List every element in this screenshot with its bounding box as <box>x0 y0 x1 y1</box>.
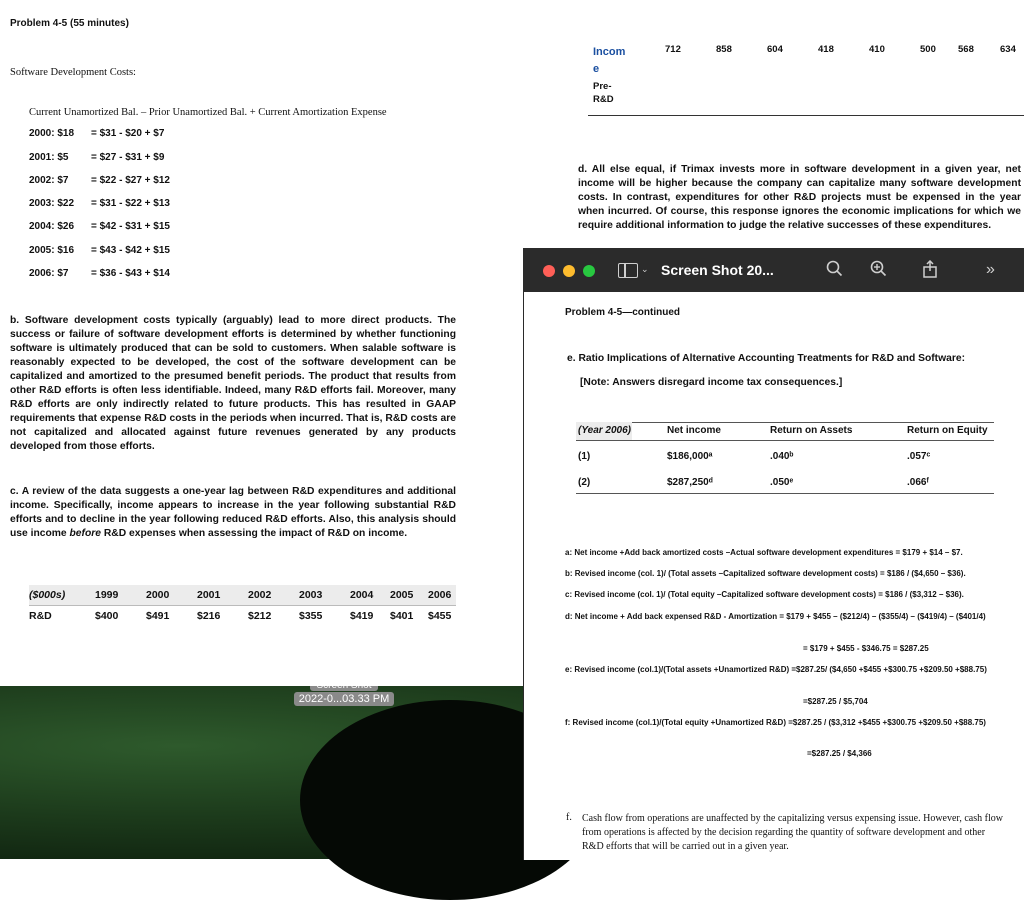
footnote-d-result: = $179 + $455 - $346.75 = $287.25 <box>803 644 929 653</box>
ratio-cell: .066ᶠ <box>907 477 929 488</box>
table-rule <box>576 440 994 441</box>
income-value: 604 <box>767 44 783 55</box>
footnote-f: f: Revised income (col.1)/(Total equity +Unamortized R&D) =$287.25 / ($3,312 +$455 +$300.75 +$209.50 +$88.75) <box>565 718 986 727</box>
paragraph-c: c. A review of the data suggests a one-year lag between R&D expenditures and additional income. Specifically, income appears to increase in the year following substantial R&D efforts and to decline in the year following reduced R&D efforts. Also, this analysis should use income before R&D expenses when assessing the impact of R&D on income. <box>10 486 456 539</box>
desktop-file-label-line2: 2022-0...03.33 PM <box>294 692 395 706</box>
ratio-header: Return on Equity <box>907 425 988 436</box>
paragraph-b: b. Software development costs typically (arguably) lead to more direct products. The success or failure of software development efforts is determined by whether functioning software is ultimately produced that can be sold to customers. When salable software is reasonably expected to be developed, the cost of the software development can be capitalized and amortized to the presumed benefit periods. The product that results from other R&D efforts is often less identifiable. Indeed, many R&D efforts fail. Moreover, many R&D efforts are only indirectly related to future products. This has resulted in GAAP requirements that expense R&D costs in the periods when incurred. That is, R&D costs are not capitalized and allocated against future revenues generated by any products developed from those efforts. <box>10 315 456 452</box>
income-value: 568 <box>958 44 974 55</box>
footnote-a: a: Net income +Add back amortized costs –Actual software development expenditures = $179 + $14 – $7. <box>565 548 963 557</box>
footnote-b: b: Revised income (col. 1)/ (Total assets –Capitalized software development costs) = $186 / ($4,650 – $36). <box>565 569 966 578</box>
ratio-header: Net income <box>667 425 721 436</box>
divider <box>588 115 1024 116</box>
paragraph-f: Cash flow from operations are unaffected by the capitalizing versus expensing issue. However, cash flow from operations is affected by the decision regarding the quantity of software development and other R&D efforts that will be carried out in a given year. <box>582 813 1003 852</box>
income-value: 634 <box>1000 44 1016 55</box>
equation-row: 2004: $26 = $42 - $31 + $15 <box>29 221 170 232</box>
window-title: Screen Shot 20... <box>661 262 774 278</box>
equation-row: 2006: $7 = $36 - $43 + $14 <box>29 268 170 279</box>
table-rule <box>576 493 994 494</box>
ratio-cell: .040ᵇ <box>770 451 794 462</box>
note-text: [Note: Answers disregard income tax consequences.] <box>580 377 843 388</box>
table-rule <box>576 422 994 423</box>
close-button[interactable] <box>543 265 555 277</box>
footnote-d: d: Net income + Add back expensed R&D - Amortization = $179 + $455 – ($212/4) – ($355/4) – ($419/4) – ($401/4) <box>565 612 986 621</box>
ratio-header: Return on Assets <box>770 425 853 436</box>
ratio-cell: $186,000ᵃ <box>667 451 713 462</box>
income-value: 858 <box>716 44 732 55</box>
footnote-e-result: =$287.25 / $5,704 <box>803 697 868 706</box>
zoom-in-icon[interactable] <box>870 260 887 281</box>
equation-row: 2005: $16 = $43 - $42 + $15 <box>29 245 170 256</box>
problem-title: Problem 4-5 (55 minutes) <box>10 18 129 29</box>
income-value: 418 <box>818 44 834 55</box>
income-label: Incom e <box>593 46 626 75</box>
formula-header: Current Unamortized Bal. – Prior Unamortized Bal. + Current Amortization Expense <box>29 107 387 118</box>
equation-row: 2001: $5 = $27 - $31 + $9 <box>29 152 165 163</box>
section-e-heading: e. Ratio Implications of Alternative Accounting Treatments for R&D and Software: <box>567 353 966 364</box>
pre-rd-label: Pre- R&D <box>593 81 614 105</box>
chevron-down-icon[interactable]: ⌄ <box>641 264 649 274</box>
paragraph-f-label: f. <box>566 812 572 823</box>
ratio-cell: (2) <box>578 477 591 488</box>
rd-table-header: ($000s) 1999 2000 2001 2002 2003 2004 2005 2006 <box>29 585 456 606</box>
rd-table-row: R&D $400 $491 $216 $212 $355 $419 $401 $455 <box>29 610 452 622</box>
ratio-header: (Year 2006) <box>578 425 631 436</box>
zoom-button[interactable] <box>583 265 595 277</box>
income-value: 410 <box>869 44 885 55</box>
share-icon[interactable] <box>922 260 938 282</box>
footnote-c: c: Revised income (col. 1)/ (Total equity –Capitalized software development costs) = $186 / ($3,312 – $36). <box>565 590 964 599</box>
search-icon[interactable] <box>826 260 843 281</box>
equation-row: 2000: $18 = $31 - $20 + $7 <box>29 128 165 139</box>
footnote-f-result: =$287.25 / $4,366 <box>807 749 872 758</box>
more-toolbar-icon[interactable]: » <box>986 261 995 278</box>
ratio-cell: .050ᵉ <box>770 477 794 488</box>
rd-table <box>29 585 456 626</box>
income-value: 500 <box>920 44 936 55</box>
sidebar-toggle-icon[interactable] <box>618 263 638 278</box>
equation-row: 2003: $22 = $31 - $22 + $13 <box>29 198 170 209</box>
ratio-cell: .057ᶜ <box>907 451 931 462</box>
ratio-cell: (1) <box>578 451 591 462</box>
right-document <box>560 0 1024 250</box>
ratio-cell: $287,250ᵈ <box>667 477 713 488</box>
left-document <box>0 0 560 686</box>
income-value: 712 <box>665 44 681 55</box>
section-heading: Software Development Costs: <box>10 67 136 78</box>
continued-title: Problem 4-5—continued <box>565 307 681 318</box>
minimize-button[interactable] <box>563 265 575 277</box>
equation-row: 2002: $7 = $22 - $27 + $12 <box>29 175 170 186</box>
paragraph-d: d. All else equal, if Trimax invests more in software development in a given year, net income will be higher because the company can capitalize many software development costs. In contrast, expenditures for other R&D projects must be expensed in the year when incurred. Of course, this response ignores the economic implications for which we require additional information to judge the relative successes of these expenditures. <box>578 164 1021 231</box>
footnote-e: e: Revised income (col.1)/(Total assets +Unamortized R&D) =$287.25/ ($4,650 +$455 +$300.75 +$209.50 +$88.75) <box>565 665 987 674</box>
